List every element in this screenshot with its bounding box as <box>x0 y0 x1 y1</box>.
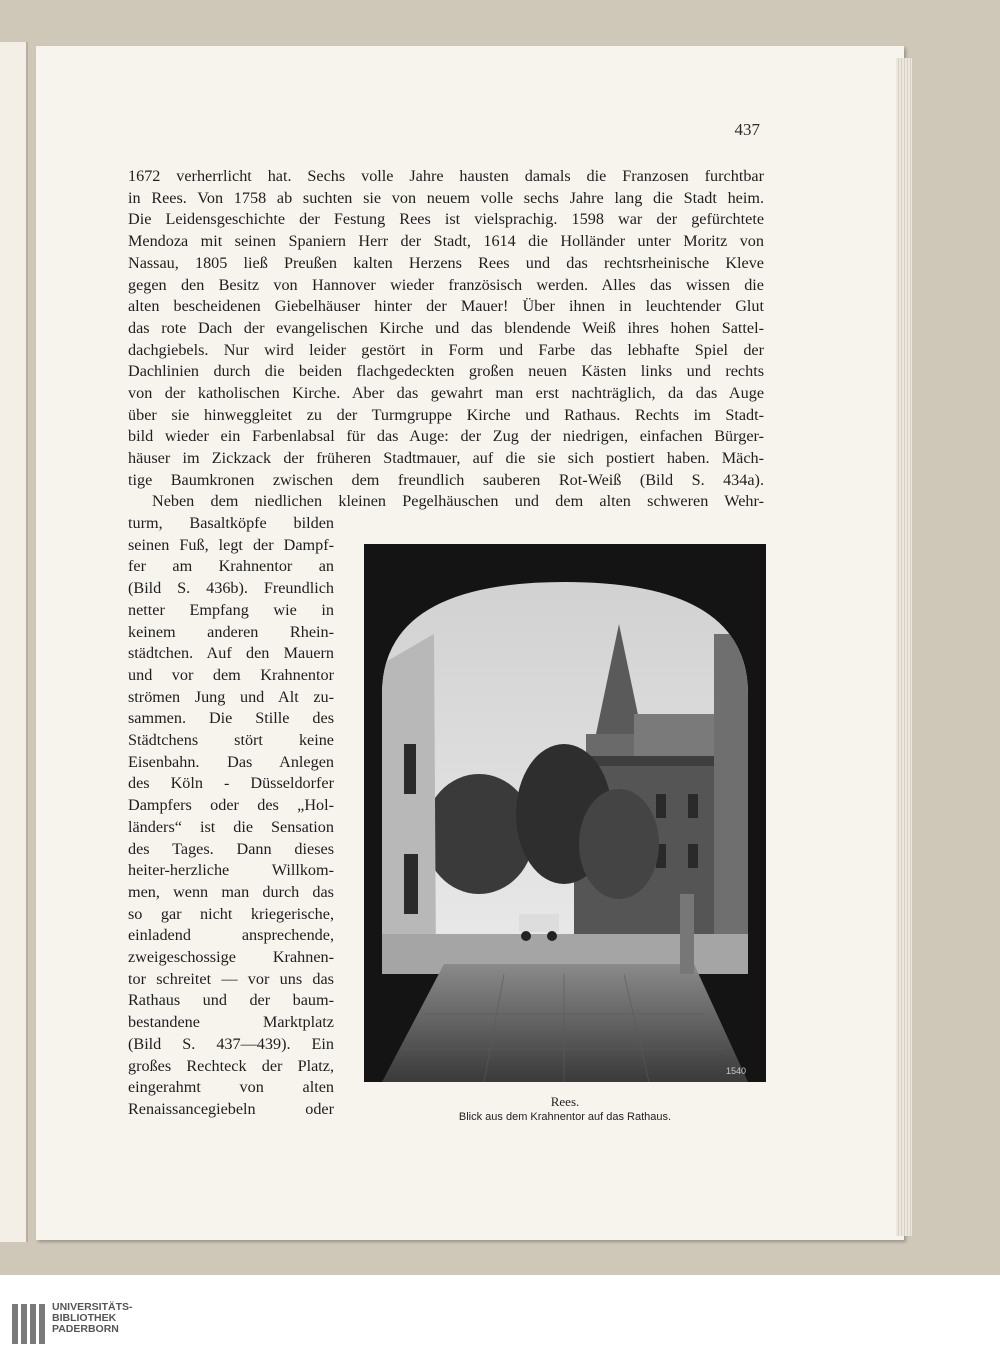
text-line: fer am Krahnentor an <box>128 557 334 576</box>
text-line: 1672 verherrlicht hat. Sechs volle Jahre hausten damals die Franzosen furchtbar <box>128 167 764 185</box>
text-line: strömen Jung und Alt zu- <box>128 687 334 706</box>
text-line: so gar nicht kriegerische, <box>128 904 334 923</box>
text-line: Eisenbahn. Das Anlegen <box>128 752 334 771</box>
text-line: Die Leidensgeschichte der Festung Rees ist vielsprachig. 1598 war der gefürchtete <box>128 210 764 229</box>
text-line: einladend ansprechende, <box>128 926 334 945</box>
text-line: bild wieder ein Farbenlabsal für das Auge: der Zug der niedrigen, einfachen Bürger- <box>128 427 764 446</box>
photo-illustration <box>364 544 766 1082</box>
paragraph-2-first-line <box>128 491 764 513</box>
text-line: von der katholischen Kirche. Aber das gewahrt man erst nachträglich, da das Auge <box>128 384 764 403</box>
text-line: über sie hinweggleitet zu der Turmgruppe Kirche und Rathaus. Rechts im Stadt- <box>128 405 764 424</box>
text-line: sammen. Die Stille des <box>128 709 334 728</box>
logo-line-2: BIBLIOTHEK <box>52 1312 117 1324</box>
logo-line-3: PADERBORN <box>52 1323 119 1335</box>
text-line: des Köln - Düsseldorfer <box>128 774 334 793</box>
text-line: und vor dem Krahnentor <box>128 665 334 684</box>
text-line: Nassau, 1805 ließ Preußen kalten Herzens Rees und das rechtsrheinische Kleve <box>128 253 764 272</box>
text-line: gegen den Besitz von Hannover wieder französisch werden. Alles das wissen die <box>128 275 764 294</box>
text-line: Dampfers oder des „Hol- <box>128 796 334 815</box>
text-line: tige Baumkronen zwischen dem freundlich sauberen Rot-Weiß (Bild S. 434a). <box>128 470 764 489</box>
text-line: länders“ ist die Sensation <box>128 817 334 836</box>
text-line: großes Rechteck der Platz, <box>128 1056 334 1075</box>
text-line: heiter-herzliche Willkom- <box>128 861 334 880</box>
page-stack-edge <box>896 58 912 1236</box>
text-line: alten bescheidenen Giebelhäuser hinter der Mauer! Über ihnen in leuchtender Glut <box>128 297 764 316</box>
library-logo-icon <box>12 1302 46 1346</box>
text-line: städtchen. Auf den Mauern <box>128 644 334 663</box>
text-line: Dachlinien durch die beiden flachgedeckten großen neuen Kästen links und rechts <box>128 362 764 381</box>
text-line: des Tages. Dann dieses <box>128 839 334 858</box>
logo-line-1: UNIVERSITÄTS- <box>52 1301 133 1313</box>
text-line: turm, Basaltköpfe bilden <box>128 514 334 532</box>
photo-krahnentor-rathaus <box>364 544 766 1082</box>
text-line: häuser im Zickzack der früheren Stadtmauer, auf die sie sich postiert haben. Mäch- <box>128 449 764 468</box>
text-line: seinen Fuß, legt der Dampf- <box>128 535 334 554</box>
text-line: netter Empfang wie in <box>128 600 334 619</box>
text-line: eingerahmt von alten <box>128 1078 334 1097</box>
text-line: Städtchens stört keine <box>128 731 334 750</box>
library-logo <box>12 1302 212 1348</box>
text-line: Neben dem niedlichen kleinen Pegelhäuschen und dem alten schweren Wehr- <box>152 492 764 510</box>
left-page-edge <box>0 42 28 1242</box>
figure-caption-subtitle: Blick aus dem Krahnentor auf das Rathaus. <box>458 1111 672 1123</box>
text-line: (Bild S. 436b). Freundlich <box>128 579 334 598</box>
text-line: Renaissancegiebeln oder <box>128 1099 334 1118</box>
text-line: tor schreitet — vor uns das <box>128 969 334 988</box>
library-logo-text <box>52 1302 133 1335</box>
text-line: Mendoza mit seinen Spaniern Herr der Stadt, 1614 die Holländer unter Moritz von <box>128 232 764 251</box>
text-line: das rote Dach der evangelischen Kirche und das blendende Weiß ihres hohen Sattel- <box>128 318 764 337</box>
text-line: in Rees. Von 1758 ab suchten sie von neuem volle sechs Jahre lang die Stadt heim. <box>128 188 764 207</box>
paragraph-2-wrapped-column <box>128 513 334 1121</box>
text-line: bestandene Marktplatz <box>128 1013 334 1032</box>
photo-mark: 1540 <box>725 1066 746 1076</box>
page-number: 437 <box>734 120 760 139</box>
text-line: (Bild S. 437—439). Ein <box>128 1034 334 1053</box>
text-line: men, wenn man durch das <box>128 882 334 901</box>
text-line: zweigeschossige Krahnen- <box>128 948 334 967</box>
figure-caption-title: Rees. <box>550 1094 580 1109</box>
paragraph-1 <box>128 166 764 489</box>
text-line: dachgiebels. Nur wird leider gestört in Form und Farbe das lebhafte Spiel der <box>128 340 764 359</box>
text-line: keinem anderen Rhein- <box>128 622 334 641</box>
text-line: Rathaus und der baum- <box>128 991 334 1010</box>
